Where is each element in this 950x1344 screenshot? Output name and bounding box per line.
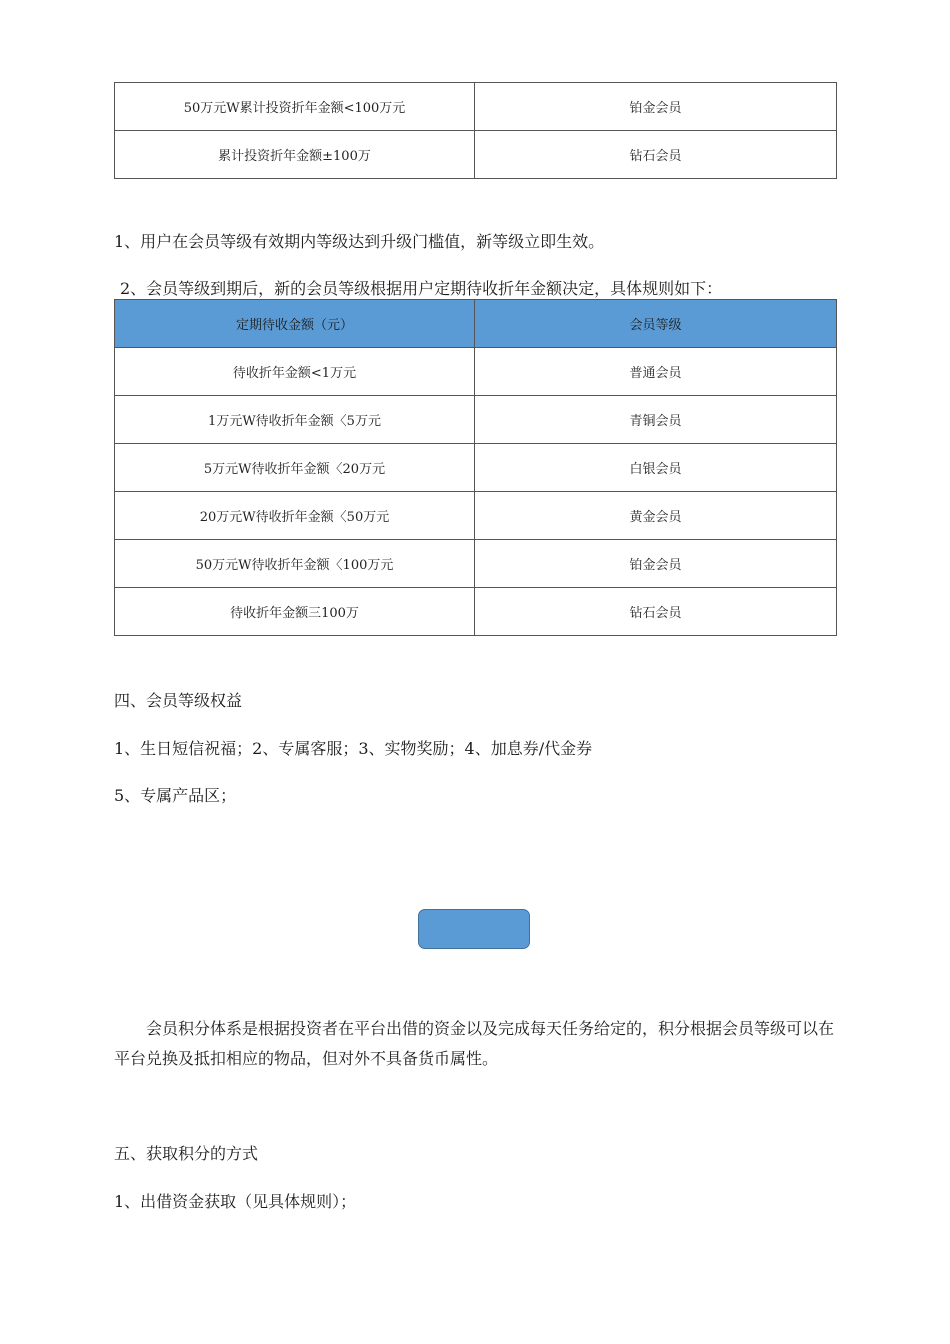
- table-row: [115, 588, 837, 636]
- blue-rounded-shape: [418, 909, 530, 949]
- condition-cell: 1万元W待收折年金额〈5万元: [115, 396, 475, 444]
- benefits-line-1: 1、生日短信祝福；2、专属客服；3、实物奖励；4、加息券/代金券: [114, 739, 593, 758]
- condition-cell: 5万元W待收折年金额〈20万元: [115, 444, 475, 492]
- level-cell: 普通会员: [475, 348, 837, 396]
- table-row: [115, 396, 837, 444]
- table-row: [115, 492, 837, 540]
- table-row: [115, 540, 837, 588]
- condition-cell: 待收折年金额<1万元: [115, 348, 475, 396]
- points-method-line-1: 1、出借资金获取（见具体规则）；: [114, 1192, 357, 1211]
- table-row: [115, 83, 837, 131]
- table-row: [115, 348, 837, 396]
- rule-paragraph-1: 1、用户在会员等级有效期内等级达到升级门槛值，新等级立即生效。: [114, 232, 605, 251]
- benefits-line-2: 5、专属产品区；: [114, 786, 237, 805]
- header-condition: 定期待收金额（元）: [115, 300, 475, 348]
- level-cell: 白银会员: [475, 444, 837, 492]
- level-cell: 钻石会员: [475, 131, 837, 179]
- level-cell: 黄金会员: [475, 492, 837, 540]
- level-table-continued: [114, 82, 837, 179]
- level-cell: 铂金会员: [475, 83, 837, 131]
- rule-paragraph-2: 2、会员等级到期后，新的会员等级根据用户定期待收折年金额决定，具体规则如下：: [120, 279, 723, 298]
- condition-cell: 累计投资折年金额±100万: [115, 131, 475, 179]
- table-header-row: [115, 300, 837, 348]
- condition-cell: 50万元W待收折年金额〈100万元: [115, 540, 475, 588]
- points-intro-paragraph: 会员积分体系是根据投资者在平台出借的资金以及完成每天任务给定的，积分根据会员等级可以在平台兑换及抵扣相应的物品，但对外不具备货币属性。: [114, 1019, 835, 1068]
- section-4-heading: 四、会员等级权益: [114, 691, 243, 710]
- table-row: [115, 131, 837, 179]
- section-5-heading: 五、获取积分的方式: [114, 1144, 259, 1163]
- condition-cell: 20万元W待收折年金额〈50万元: [115, 492, 475, 540]
- header-level: 会员等级: [475, 300, 837, 348]
- level-cell: 铂金会员: [475, 540, 837, 588]
- condition-cell: 50万元W累计投资折年金额<100万元: [115, 83, 475, 131]
- condition-cell: 待收折年金额三100万: [115, 588, 475, 636]
- expiry-level-table: [114, 299, 837, 636]
- table-row: [115, 444, 837, 492]
- level-cell: 钻石会员: [475, 588, 837, 636]
- level-cell: 青铜会员: [475, 396, 837, 444]
